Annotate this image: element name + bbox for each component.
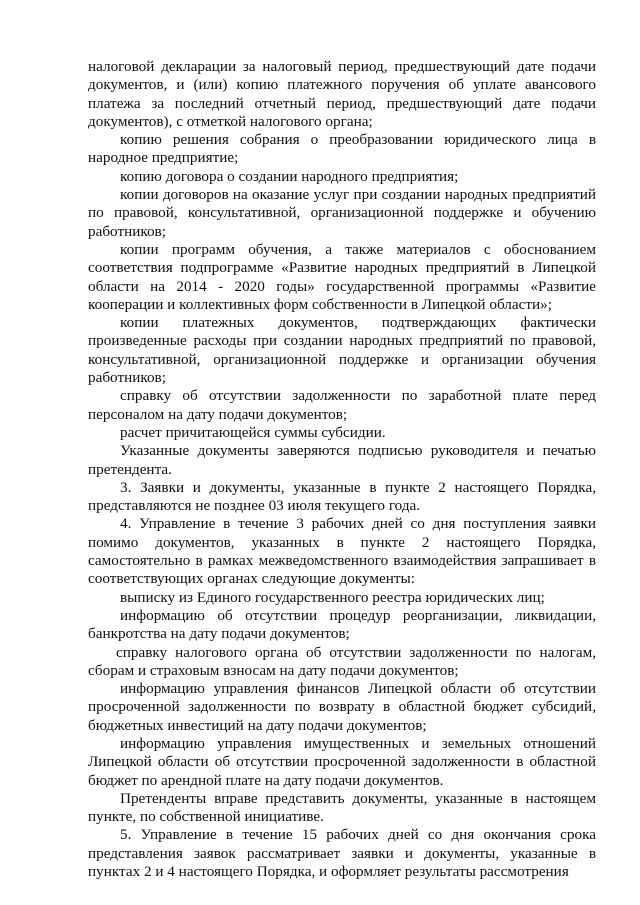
paragraph-17: Претенденты вправе представить документы, указанные в настоящем пункте, по собственной инициативе. <box>88 789 596 826</box>
paragraph-9: Указанные документы заверяются подписью руководителя и печатью претендента. <box>88 442 596 478</box>
paragraph-13: информацию об отсутствии процедур реорганизации, ликвидации, банкротства на дату подачи документов; <box>88 606 596 643</box>
document-page <box>88 58 596 881</box>
paragraph-1: налоговой декларации за налоговый период, предшествующий дате подачи документов, и (или) копию платежного поручения об уплате авансового платежа за последний отчетный период, предшествующий дате подачи документов), с отметкой налогового органа; <box>88 58 596 130</box>
paragraph-14: справку налогового органа об отсутствии задолженности по налогам, сборам и страховым взносам на дату подачи документов; <box>88 643 596 679</box>
paragraph-7: справку об отсутствии задолженности по заработной плате перед персоналом на дату подачи документов; <box>88 387 596 423</box>
paragraph-18: 5. Управление в течение 15 рабочих дней со дня окончания срока представления заявок рассматривает заявки и документы, указанные в пунктах 2 и 4 настоящего Порядка, и оформляет результаты рассмотрения <box>88 826 596 881</box>
paragraph-3: копию договора о создании народного предприятия; <box>120 167 459 185</box>
paragraph-8: расчет причитающейся суммы субсидии. <box>120 423 386 441</box>
paragraph-2: копию решения собрания о преобразовании юридического лица в народное предприятие; <box>88 131 596 167</box>
paragraph-15: информацию управления финансов Липецкой области об отсутствии просроченной задолженности по возврату в областной бюджет субсидий, бюджетных инвестиций на дату подачи документов; <box>88 680 596 734</box>
paragraph-5: копии программ обучения, а также материалов с обоснованием соответствия подпрограмме «Развитие народных предприятий в Липецкой области на 2014 - 2020 годы» государственной программы «Развитие кооперации и коллективных форм собственности в Липецкой области»; <box>88 240 596 313</box>
paragraph-16: информацию управления имущественных и земельных отношений Липецкой области об отсутствии просроченной задолженности в областной бюджет по арендной плате на дату подачи документов. <box>88 734 596 789</box>
paragraph-4: копии договоров на оказание услуг при создании народных предприятий по правовой, консультативной, организационной поддержке и обучению работников; <box>88 186 596 240</box>
paragraph-11: 4. Управление в течение 3 рабочих дней со дня поступления заявки помимо документов, указанных в пункте 2 настоящего Порядка, самостоятельно в рамках межведомственного взаимодействия запрашивает в соответствующих органах следующие документы: <box>88 515 596 588</box>
paragraph-10: 3. Заявки и документы, указанные в пункте 2 настоящего Порядка, представляются не позднее 03 июля текущего года. <box>88 478 596 515</box>
paragraph-6: копии платежных документов, подтверждающих фактически произведенные расходы при создании народных предприятий по правовой, консультативной, организационной поддержке и организации обучения работников; <box>88 314 596 387</box>
paragraph-12: выписку из Единого государственного реестра юридических лиц; <box>120 588 545 606</box>
